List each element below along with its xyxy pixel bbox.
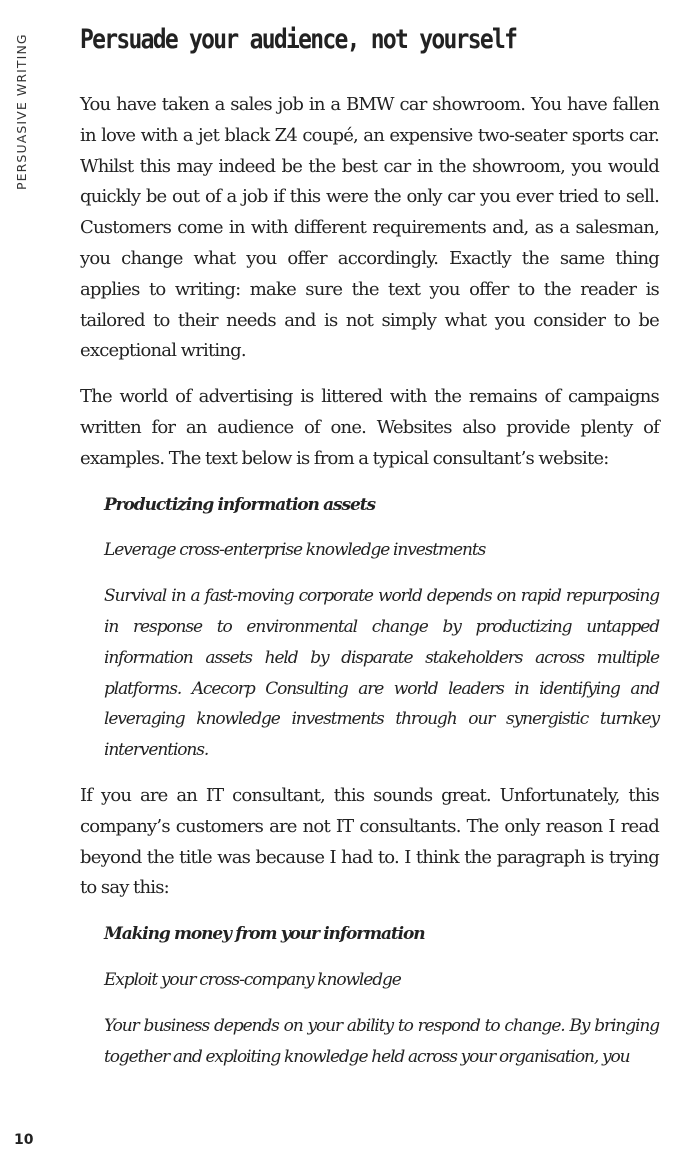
example-quote-original xyxy=(104,490,659,766)
page-content xyxy=(80,20,659,1072)
running-head: PERSUASIVE WRITING xyxy=(14,33,29,190)
body-paragraph-3: If you are an IT consultant, this sounds great. Unfortunately, this company’s customers are not IT consultants. The only reason I read beyond the title was because I had to. I think the paragraph is trying to say this: xyxy=(80,784,659,899)
example-quote-rewrite xyxy=(104,919,659,1072)
body-paragraph-1: You have taken a sales job in a BMW car showroom. You have fallen in love with a jet black Z4 coupé, an expensive two-seater sports car. Whilst this may indeed be the best car in the showroom, you would quickly be out of a job if this were the only car you ever tried to sell. Customers come in with different requirements and, as a salesman, you change what you offer accordingly. Exactly the same thing applies to writing: make sure the text you offer to the reader is tailored to their needs and is not simply what you consider to be exceptional writing. xyxy=(80,94,659,362)
example-title: Making money from your information xyxy=(104,924,425,945)
page-number: 10 xyxy=(14,1132,34,1148)
example-subtitle: Exploit your cross-company knowledge xyxy=(104,969,401,990)
example-subtitle: Leverage cross-enterprise knowledge investments xyxy=(104,540,486,561)
example-text: Survival in a fast-moving corporate world depends on rapid repurposing in response to environmental change by productizing untapped information assets held by disparate stakeholders across multiple platforms. Acecorp Consulting are world leaders in identifying and leveraging knowledge investments through our synergistic turnkey interventions. xyxy=(104,586,659,761)
body-paragraph-2: The world of advertising is littered with the remains of campaigns written for an audience of one. Websites also provide plenty of examples. The text below is from a typical consultant’s website: xyxy=(80,386,659,469)
chapter-title: Persuade your audience, not yourself xyxy=(80,24,517,55)
example-text: Your business depends on your ability to respond to change. By bringing together and exploiting knowledge held across your organisation, you xyxy=(104,1015,659,1067)
example-title: Productizing information assets xyxy=(104,494,375,515)
